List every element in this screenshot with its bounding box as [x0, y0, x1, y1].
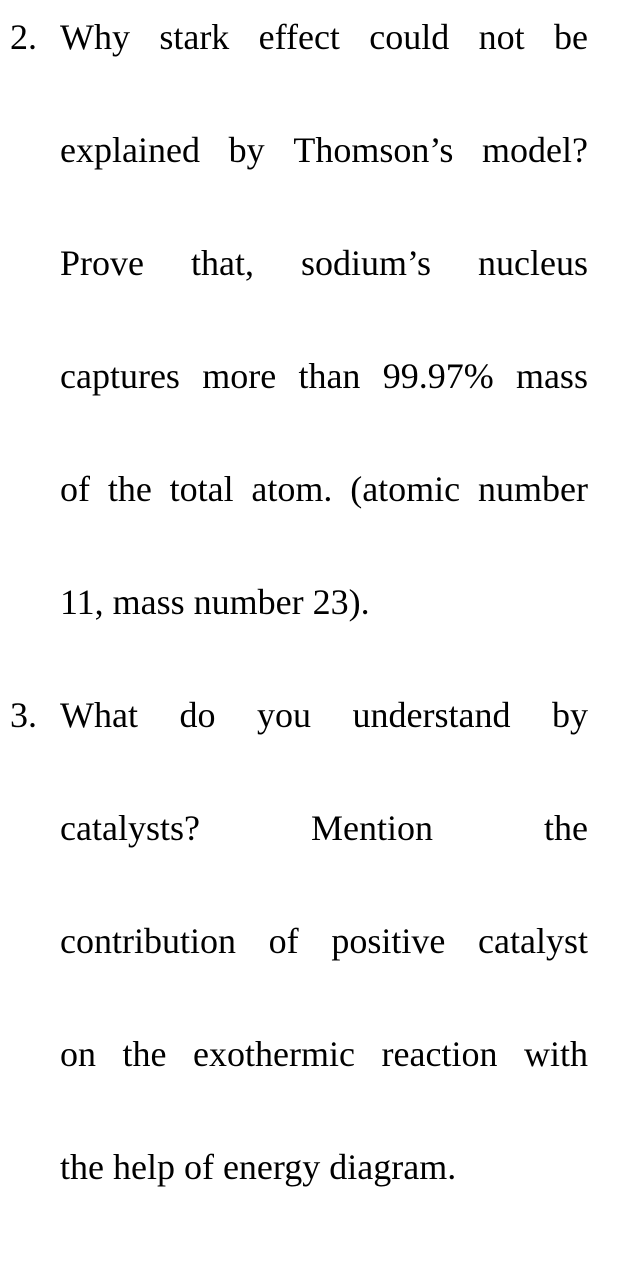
- word: Why: [60, 17, 130, 57]
- word: could: [369, 17, 450, 57]
- question-2-line-1: [60, 19, 588, 55]
- word: atom.: [251, 469, 333, 509]
- question-2-line-5: [60, 471, 588, 507]
- question-3-line-4: [60, 1036, 588, 1072]
- word: positive: [331, 921, 446, 961]
- question-2-number: 2.: [10, 17, 37, 57]
- word: exothermic: [193, 1034, 355, 1074]
- word: (atomic: [350, 469, 461, 509]
- word: sodium’s: [300, 243, 432, 283]
- word: reaction: [381, 1034, 498, 1074]
- word: the: [122, 1034, 167, 1074]
- word: by: [228, 130, 265, 170]
- word: than: [298, 356, 361, 396]
- question-2-line-6: 11, mass number 23).: [60, 582, 370, 622]
- word: more: [202, 356, 277, 396]
- question-3-number: 3.: [10, 695, 37, 735]
- word: do: [179, 695, 216, 735]
- word: total: [169, 469, 234, 509]
- question-2-line-2: [60, 132, 588, 168]
- word: with: [523, 1034, 588, 1074]
- word: explained: [60, 130, 200, 170]
- word: on: [60, 1034, 96, 1074]
- word: that,: [191, 243, 254, 283]
- word: 99.97%: [382, 356, 494, 396]
- word: the: [107, 469, 152, 509]
- word: number: [477, 469, 588, 509]
- word: by: [552, 695, 588, 735]
- word: not: [478, 17, 525, 57]
- word: Prove: [60, 243, 144, 283]
- word: understand: [352, 695, 511, 735]
- question-2-line-4: [60, 358, 588, 394]
- word: What: [60, 695, 138, 735]
- word: Mention: [310, 808, 433, 848]
- word: be: [553, 17, 588, 57]
- word: you: [257, 695, 311, 735]
- word: mass: [515, 356, 588, 396]
- question-3-line-1: [60, 697, 588, 733]
- word: stark: [159, 17, 230, 57]
- question-3-line-3: [60, 923, 588, 959]
- word: catalysts?: [60, 808, 200, 848]
- word: of: [268, 921, 299, 961]
- word: model?: [482, 130, 588, 170]
- word: Thomson’s: [293, 130, 454, 170]
- word: the: [544, 808, 588, 848]
- question-3-line-2: [60, 810, 588, 846]
- question-3-line-5: the help of energy diagram.: [60, 1147, 457, 1187]
- word: captures: [60, 356, 180, 396]
- word: contribution: [60, 921, 236, 961]
- question-2-line-3: [60, 245, 588, 281]
- word: of: [60, 469, 90, 509]
- word: effect: [258, 17, 340, 57]
- word: catalyst: [478, 921, 588, 961]
- word: nucleus: [478, 243, 588, 283]
